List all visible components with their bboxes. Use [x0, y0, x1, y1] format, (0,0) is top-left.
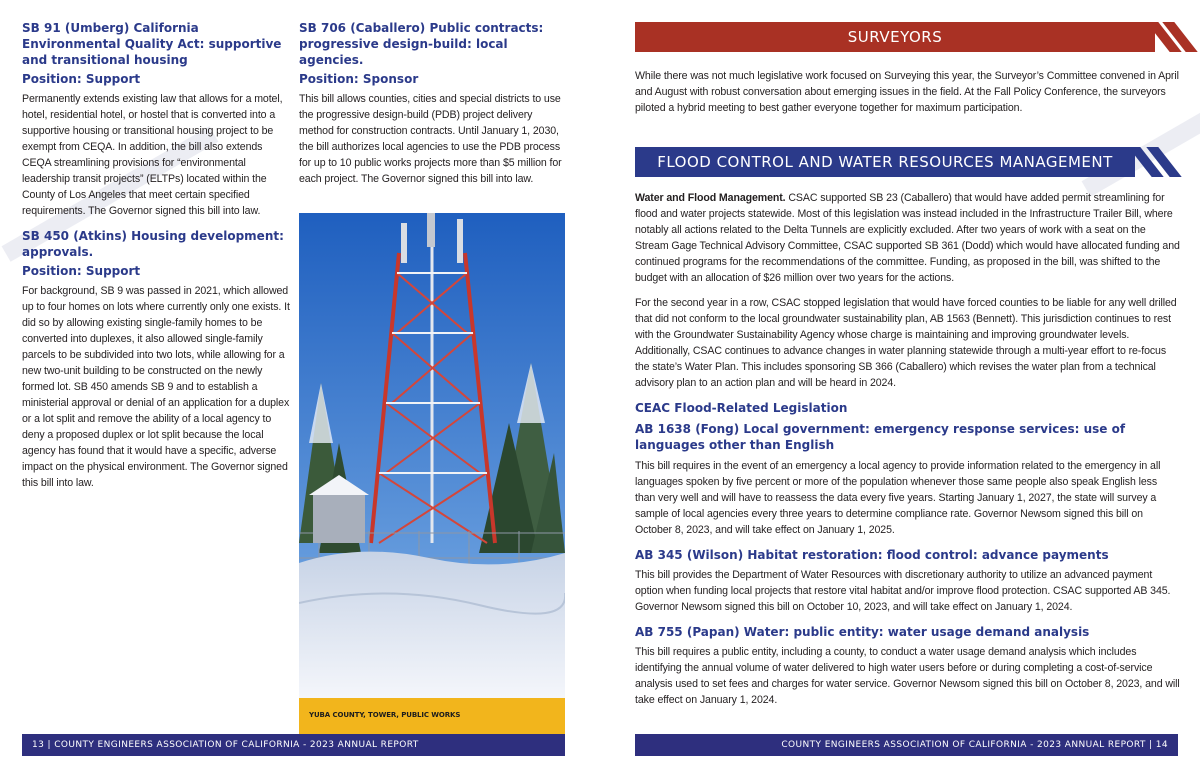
bill-body-ab755: This bill requires a public entity, including a county, to conduct a water usage demand analysis which includes identifying the annual volume of water delivered to high water users before or during completing a cost-of-service analysis used to set fees and charges for water service. Governor Newsom signed this bill on October 8, 2023, and will take effect on January 1, 2024. [635, 646, 1180, 706]
water-flood-paragraph [635, 190, 1180, 286]
page-footer-right [635, 734, 1178, 756]
bill-body-sb450: For background, SB 9 was passed in 2021, which allowed up to four homes on lots where currently only one exists. It did so by allowing existing single-family homes to be converted into duplexes, it also allowed single-family parcels to be subdivided into two lots, while allowing for a new two-unit building to be constructed on the newly formed lot. SB 450 amends SB 9 and to establish a ministerial approval or denial of an application for a duplex or a lot split and remove the ability of a local agency to deny a proposed duplex or lot split because the local agency has found that it would have a specific, adverse impact on the physical environment. The Governor signed this bill into law. [22, 285, 290, 489]
right-page [600, 0, 1200, 776]
surveyors-banner [635, 22, 1155, 52]
water-flood-body: CSAC supported SB 23 (Caballero) that would have added permit streamlining for flood and water projects statewide. Most of this legislation was instead included in the Infrastructure Trailer Bill, where notably all actions related to the Delta Tunnels are explicitly excluded. After two years of work with a seat on the Stream Gage Technical Advisory Committee, CSAC supported SB 361 (Dodd) which would have allocated funding and continued programs for the recommendations of the committee. Funding, as proposed in the bill, was shifted to the budget with an allocation of $26 million over two years for the actions. [635, 192, 1180, 284]
footer-text-right: COUNTY ENGINEERS ASSOCIATION OF CALIFORNIA - 2023 ANNUAL REPORT | 14 [781, 740, 1168, 750]
bill-title-sb450: SB 450 (Atkins) Housing development: approvals. [22, 229, 284, 259]
flood-heading: FLOOD CONTROL AND WATER RESOURCES MANAGEMENT [657, 153, 1113, 171]
flood-banner [635, 147, 1135, 177]
photo-caption-band [299, 698, 565, 734]
left-column [22, 20, 290, 491]
right-column [299, 20, 567, 187]
bill-title-ab755: AB 755 (Papan) Water: public entity: water usage demand analysis [635, 625, 1090, 639]
groundwater-paragraph: For the second year in a row, CSAC stopped legislation that would have forced counties to be liable for any well drilled that did not conform to the local groundwater sustainability plan, AB 1563 (Bennett). This jurisdiction continues to rest with the Groundwater Sustainability Agency whose charge is maintaining and improving groundwater levels. Additionally, CSAC continues to advance changes in water planning statewide through a multi-year effort to re-focus the state’s Water Plan. This includes sponsoring SB 366 (Caballero) which revises the water plan from a technical advisory plan to an action plan and will be heard in 2024. [635, 297, 1177, 389]
bill-title-sb706: SB 706 (Caballero) Public contracts: progressive design-build: local agencies. [299, 21, 544, 67]
tower-illustration [299, 213, 565, 698]
footer-text-left: 13 | COUNTY ENGINEERS ASSOCIATION OF CALIFORNIA - 2023 ANNUAL REPORT [32, 740, 419, 750]
bill-title-sb91: SB 91 (Umberg) California Environmental Quality Act: supportive and transitional housing [22, 21, 282, 67]
bill-title-ab345: AB 345 (Wilson) Habitat restoration: flood control: advance payments [635, 548, 1109, 562]
surveyors-heading: SURVEYORS [847, 28, 943, 46]
bill-position-sb450: Position: Support [22, 264, 141, 278]
page-footer-left [22, 734, 565, 756]
bill-position-sb91: Position: Support [22, 72, 141, 86]
surveyors-body: While there was not much legislative work focused on Surveying this year, the Surveyor’s Committee convened in April and August with robust conversation about emerging issues in the field. At the Fall Policy Conference, the surveyors piloted a hybrid meeting to best gather everyone together for maximum participation. [635, 70, 1179, 114]
bill-position-sb706: Position: Sponsor [299, 72, 419, 86]
bill-body-ab345: This bill provides the Department of Water Resources with discretionary authority to utilize an advanced payment option when funding local projects that restore vital habitat and/or improve flood protection. CSAC supported AB 345. Governor Newsom signed this bill on October 10, 2023, and will take effect on January 1, 2024. [635, 569, 1171, 613]
bill-body-sb706: This bill allows counties, cities and special districts to use the progressive design-build (PDB) project delivery method for construction contracts. Until January 1, 2030, the bill authorizes local agencies to use the PDB process for up to 10 public works projects more than $5 million for each project. The Governor signed this bill into law. [299, 93, 562, 185]
water-flood-lead: Water and Flood Management. [635, 192, 786, 204]
bill-title-ab1638: AB 1638 (Fong) Local government: emergency response services: use of languages other than English [635, 422, 1126, 452]
ceac-legislation-heading: CEAC Flood-Related Legislation [635, 401, 848, 415]
bill-body-sb91: Permanently extends existing law that allows for a motel, hotel, residential hotel, or hostel that is converted into a supportive housing or transitional housing project to be exempt from CEQA. In addition, the bill also extends CEQA streamlining provisions for “environmental leadership transit projects” (ELTPs) located within the County of Los Angeles that meet certain specified requirements. The Governor signed this bill into law. [22, 93, 283, 217]
flood-content [635, 190, 1180, 708]
photo-caption: YUBA COUNTY, TOWER, PUBLIC WORKS [309, 711, 461, 719]
tower-photo [299, 213, 565, 734]
bill-body-ab1638: This bill requires in the event of an emergency a local agency to provide information related to the emergency in all languages spoken by five percent or more of the population whenever those same people also speak English less than very well and will have to reassess the data every five years. Starting January 1, 2027, the state will survey a sample of local agencies every three years to determine compliance rate. Governor Newsom signed this bill on October 8, 2023, and will take effect on January 1, 2025. [635, 460, 1161, 536]
